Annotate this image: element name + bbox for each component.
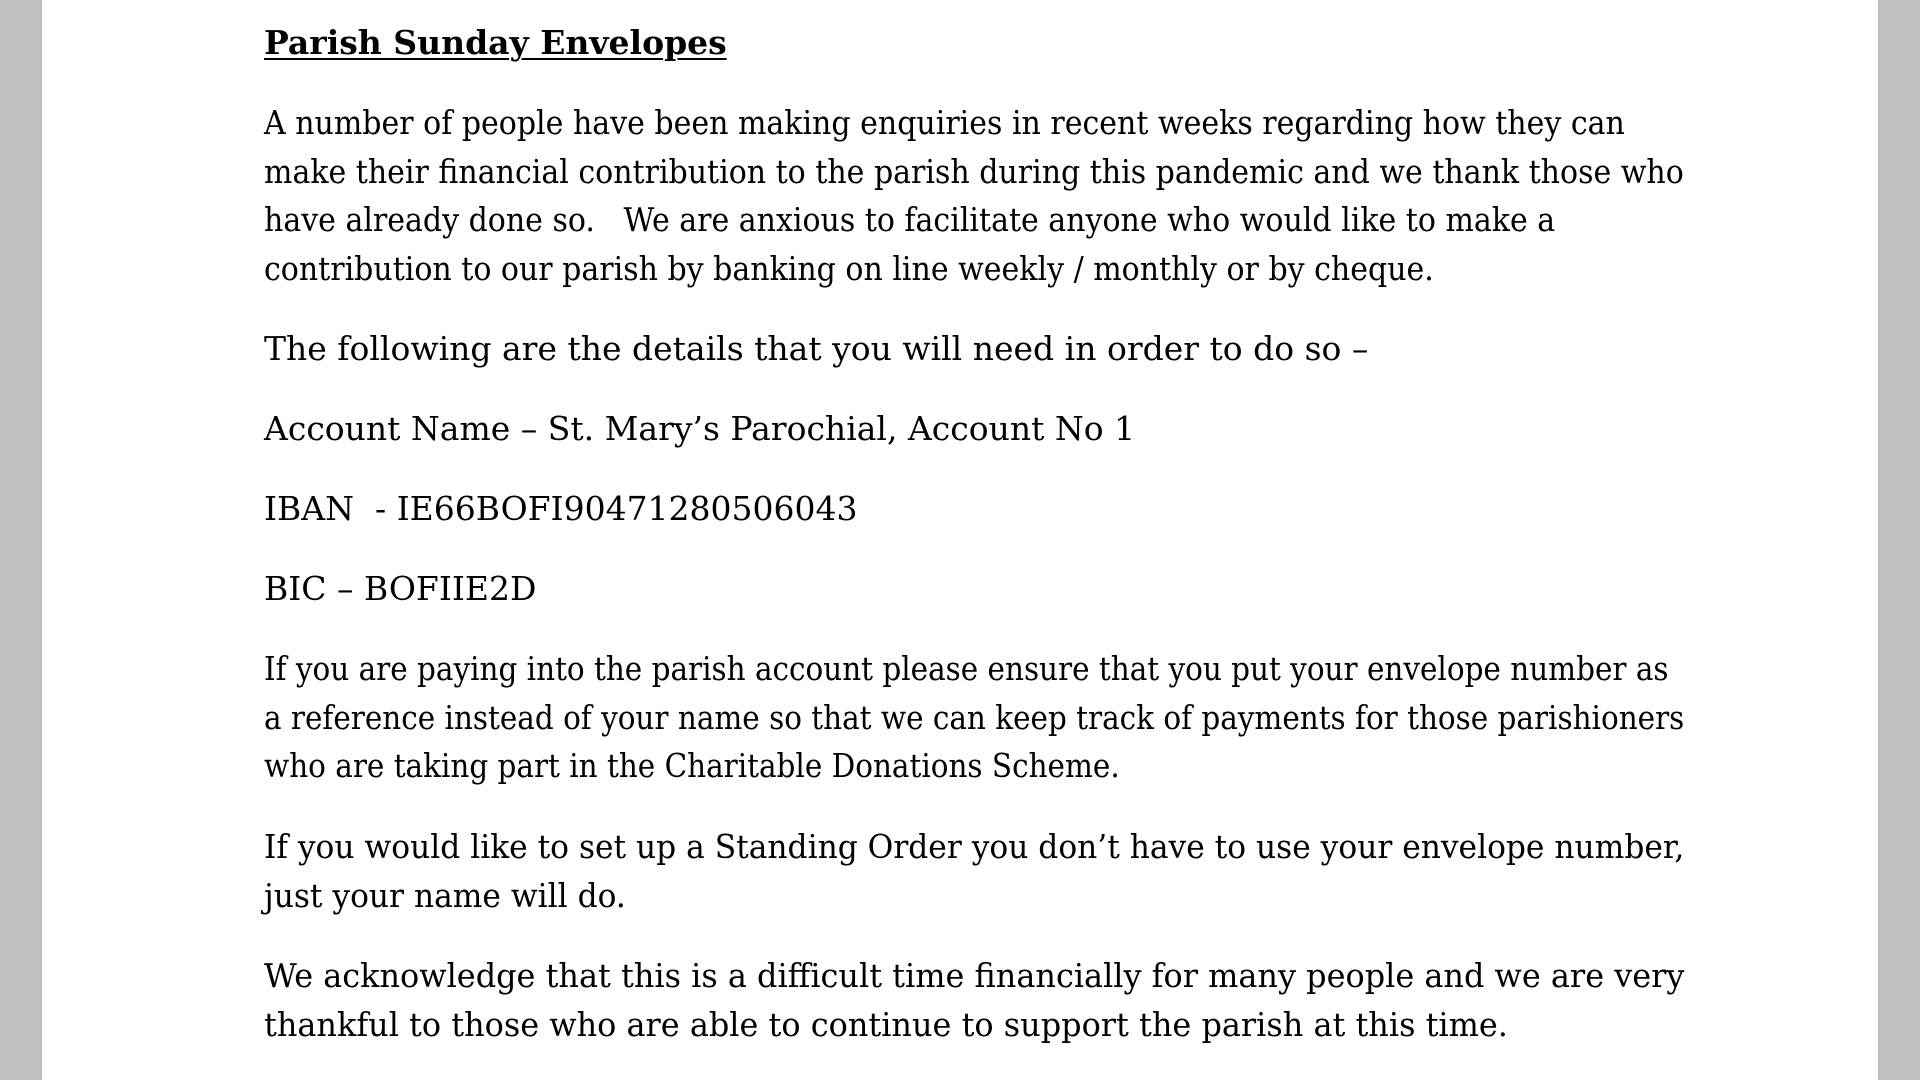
document-page — [42, 0, 1878, 1080]
closing-line: We acknowledge that this is a difficult time financially for many people and we are very — [264, 956, 1685, 995]
reference-line: who are taking part in the Charitable Donations Scheme. — [264, 746, 1120, 785]
account-name: Account Name – St. Mary’s Parochial, Account No 1 — [264, 409, 1136, 448]
intro-line: A number of people have been making enquiries in recent weeks regarding how they can — [264, 103, 1625, 142]
intro-line: have already done so. We are anxious to facilitate anyone who would like to make a — [264, 200, 1556, 239]
reference-line: a reference instead of your name so that we can keep track of payments for those parishioners — [264, 697, 1685, 737]
closing-paragraph — [264, 952, 1684, 1049]
intro-line: contribution to our parish by banking on line weekly / monthly or by cheque. — [264, 248, 1434, 288]
reference-paragraph — [264, 645, 1684, 791]
intro-line: make their financial contribution to the parish during this pandemic and we thank those who — [264, 151, 1684, 191]
iban: IBAN - IE66BOFI90471280506043 — [264, 489, 858, 528]
intro-paragraph — [264, 99, 1684, 293]
reference-line: If you are paying into the parish account please ensure that you put your envelope number as — [264, 649, 1669, 688]
document-title: Parish Sunday Envelopes — [264, 23, 727, 62]
standing-order-line: just your name will do. — [264, 875, 626, 915]
bic: BIC – BOFIIE2D — [264, 569, 537, 608]
standing-order-line: If you would like to set up a Standing Order you don’t have to use your envelope number, — [264, 827, 1685, 866]
details-intro: The following are the details that you will need in order to do so – — [264, 329, 1369, 368]
closing-line: thankful to those who are able to continue to support the parish at this time. — [264, 1004, 1508, 1044]
standing-order-paragraph — [264, 823, 1684, 920]
